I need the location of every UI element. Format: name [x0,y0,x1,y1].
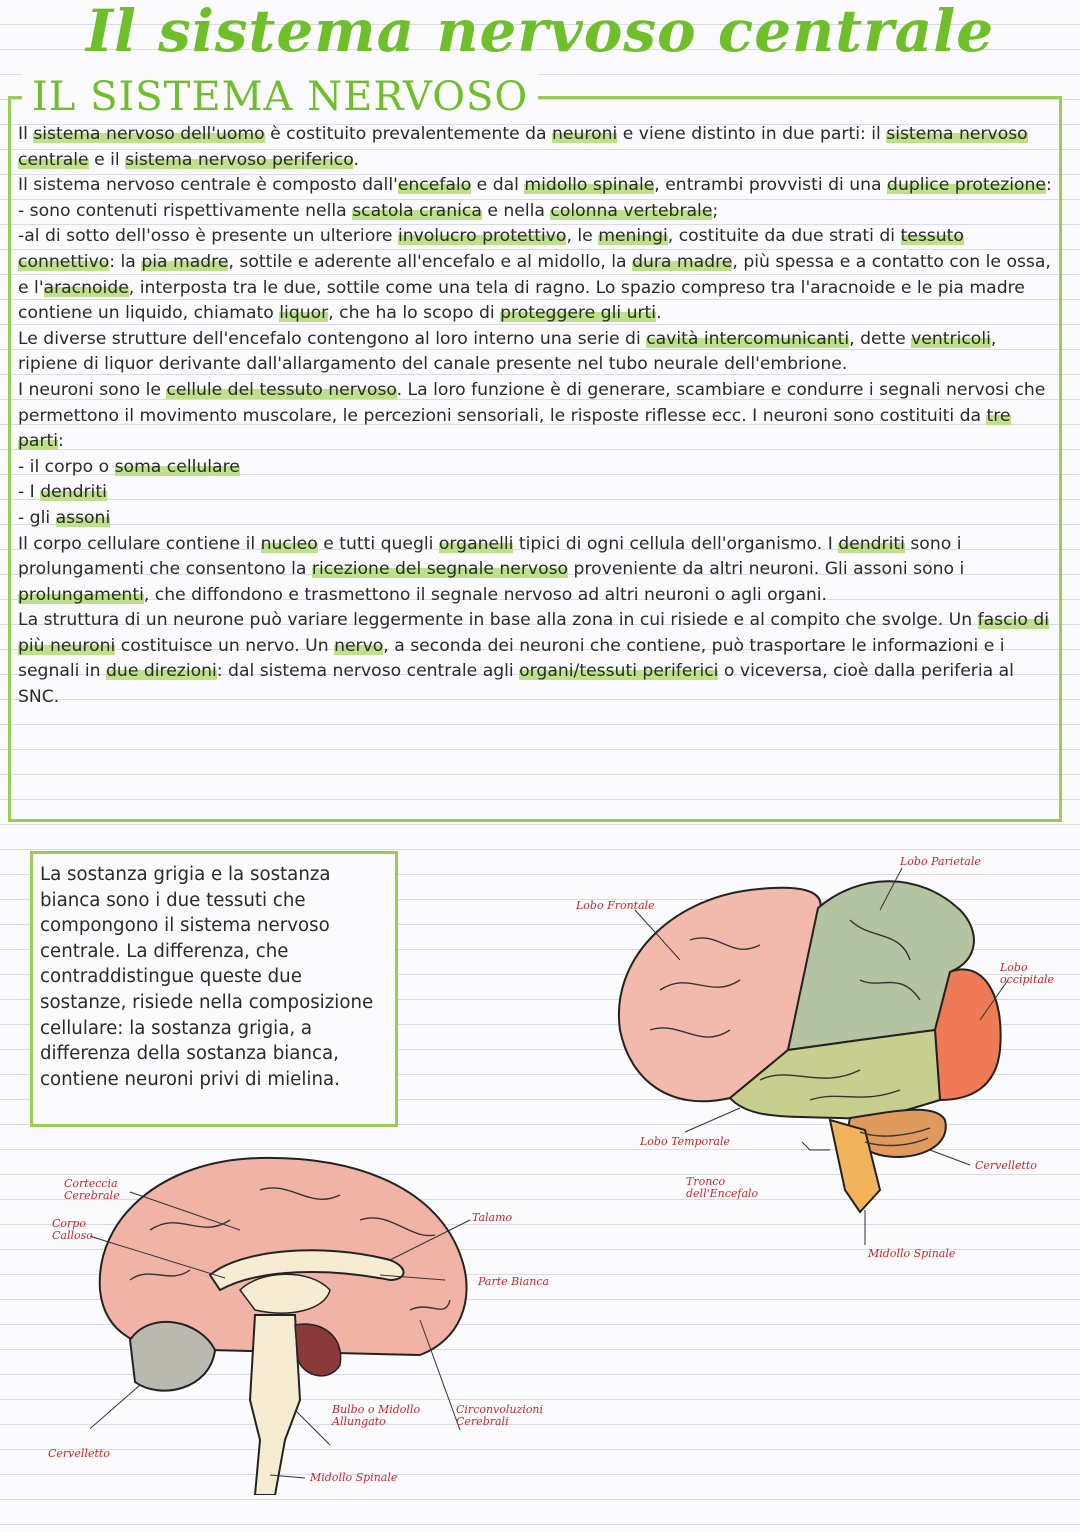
highlighted-term: tre parti [18,405,1011,452]
highlighted-term: proteggere gli urti [500,303,657,324]
paragraph [18,122,1056,173]
text-segment: La struttura di un neurone può variare leggermente in base alla zona in cui risiede e al compito che svolge. Un [18,610,978,631]
label-parte-bianca: Parte Bianca [478,1275,550,1288]
text-segment: è costituito prevalentemente da [264,124,553,144]
text-segment: . [353,149,359,170]
highlighted-term: soma cellulare [114,456,240,477]
text-segment: , interposta tra le due, sottile come una tela di ragno. Lo spazio compreso tra l'aracnoide e le pia madre contiene un liquido, chiamato [18,277,1025,324]
text-segment: , che ha lo scopo di [328,303,501,324]
label-talamo: Talamo [472,1211,513,1224]
text-segment: . [656,303,662,324]
label-corteccia-cerebrale: Corteccia Cerebrale [64,1177,120,1202]
highlighted-term: nucleo [260,533,318,554]
highlighted-term: due direzioni [106,661,217,682]
highlighted-term: cavità intercomunicanti [646,328,850,349]
label-circonvoluzioni-cerebrali: Circonvoluzioni Cerebrali [456,1403,544,1428]
label-lobo-temporale: Lobo Temporale [640,1135,731,1148]
label-tronco-encefalo: Tronco dell'Encefalo [686,1175,759,1200]
paragraph [18,173,1056,199]
main-body-text [18,122,1056,711]
highlighted-term: dendriti [40,482,107,503]
highlighted-term: encefalo [397,175,472,196]
highlighted-term: neuroni [552,124,618,144]
paragraph [18,327,1056,378]
text-segment: I neuroni sono le [18,379,167,400]
highlighted-term: sistema nervoso dell'uomo [33,124,265,144]
highlighted-term: prolungamenti [18,584,144,605]
text-segment: e dal [471,175,525,196]
text-segment: , a seconda dei neuroni che contiene, può trasportare le informazioni e i segnali in [18,635,1005,682]
text-segment: , ripiene di liquor derivante dall'allargamento del canale presente nel tubo neurale dell'embrione. [18,328,997,375]
text-segment: . La loro funzione è di generare, scambiare e condurre i segnali nervosi che permettono il movimento muscolare, le percezioni sensoriali, le risposte riflesse ecc. I neuroni sono costituiti da [18,379,1046,426]
text-segment: - I [18,482,41,503]
text-segment: - il corpo o [18,456,115,477]
paragraph [18,199,1056,225]
highlighted-term: ventricoli [911,328,991,349]
text-segment: : la [109,251,142,272]
label-cervelletto-lateral: Cervelletto [975,1159,1037,1172]
text-segment: sono i prolungamenti che consentono la [18,533,962,580]
text-segment: tipici di ogni cellula dell'organismo. I [513,533,839,554]
paragraph [18,455,1056,481]
label-midollo-sagittal: Midollo Spinale [310,1471,398,1484]
highlighted-term: duplice protezione [887,175,1046,196]
text-segment: , sottile e aderente all'encefalo e al midollo, la [228,251,633,272]
page-title: Il sistema nervoso centrale [85,0,995,65]
text-segment: , entrambi provvisti di una [654,175,888,196]
text-segment: e tutti quegli [317,533,439,554]
text-segment: e il [88,149,126,170]
highlighted-term: dendriti [838,533,905,554]
paragraph [18,506,1056,532]
text-segment: ; [712,200,719,221]
paragraph [18,378,1056,455]
highlighted-term: sistema nervoso centrale [18,124,1028,170]
text-segment: Il sistema nervoso centrale è composto dall' [18,175,398,196]
text-segment: - gli [18,507,56,528]
text-segment: Il [18,124,34,144]
paragraph [18,480,1056,506]
highlighted-term: organelli [438,533,514,554]
label-lobo-frontale: Lobo Frontale [576,899,655,912]
highlighted-term: tessuto connettivo [18,226,964,272]
paragraph [18,532,1056,609]
highlighted-term: dura madre [632,251,733,272]
highlighted-term: scatola cranica [352,200,482,221]
label-midollo-lateral: Midollo Spinale [868,1247,956,1260]
highlighted-term: midollo spinale [524,175,655,196]
label-lobo-parietale: Lobo Parietale [900,855,981,868]
text-segment: costituisce un nervo. Un [115,635,335,656]
text-segment: e viene distinto in due parti: il [617,124,887,144]
highlighted-term: assoni [55,507,111,528]
highlighted-term: ricezione del segnale nervoso [311,559,569,580]
label-lobo-occipitale: Lobo occipitale [1000,961,1055,986]
highlighted-term: colonna vertebrale [550,200,713,221]
text-segment: , più spessa e a contatto con le ossa, e l' [18,251,1051,298]
text-segment: , che diffondono e trasmettono il segnale nervoso ad altri neuroni o agli organi. [143,584,827,605]
text-segment: , dette [849,328,912,349]
section-heading: IL SISTEMA NERVOSO [22,70,538,124]
paragraph [18,608,1056,710]
label-cervelletto-sagittal: Cervelletto [48,1447,110,1460]
highlighted-term: cellule del tessuto nervoso [166,379,397,400]
highlighted-term: sistema nervoso periferico [125,149,354,170]
sagittal-brain-illustration [90,1150,490,1495]
text-segment: -al di sotto dell'osso è presente un ulteriore [18,226,398,247]
text-segment: Le diverse strutture dell'encefalo contengono al loro interno una serie di [18,328,647,349]
text-segment: : dal sistema nervoso centrale agli [216,661,520,682]
occipital-lobe [935,969,1001,1100]
side-note-text: La sostanza grigia e la sostanza bianca sono i due tessuti che compongono il sistema nervoso centrale. La differenza, che contraddistingue queste due sostanze, risiede nella composizione cellulare: la sostanza grigia, a differenza della sostanza bianca, contiene neuroni privi di mielina. [40,864,374,1090]
label-bulbo: Bulbo o Midollo Allungato [332,1403,421,1428]
text-segment: : [58,431,64,452]
text-segment: , le [566,226,599,247]
highlighted-term: aracnoide [43,277,129,298]
text-segment: o viceversa, cioè dalla periferia al SNC. [18,661,1014,708]
highlighted-term: meningi [598,226,668,247]
highlighted-term: fascio di più neuroni [18,610,1050,656]
text-segment: e nella [481,200,551,221]
highlighted-term: nervo [334,635,384,656]
highlighted-term: pia madre [141,251,229,272]
text-segment: - sono contenuti rispettivamente nella [18,200,353,221]
label-corpo-calloso: Corpo Calloso [52,1217,93,1242]
highlighted-term: organi/tessuti periferici [519,661,719,682]
paragraph [18,224,1056,326]
text-segment: , costituite da due strati di [667,226,901,247]
text-segment: : [1046,175,1052,196]
text-segment: proveniente da altri neuroni. Gli assoni sono i [568,559,965,580]
text-segment: Il corpo cellulare contiene il [18,533,261,554]
highlighted-term: involucro protettivo [397,226,567,247]
highlighted-term: liquor [279,303,329,324]
brain-stem-sagittal [250,1315,300,1495]
